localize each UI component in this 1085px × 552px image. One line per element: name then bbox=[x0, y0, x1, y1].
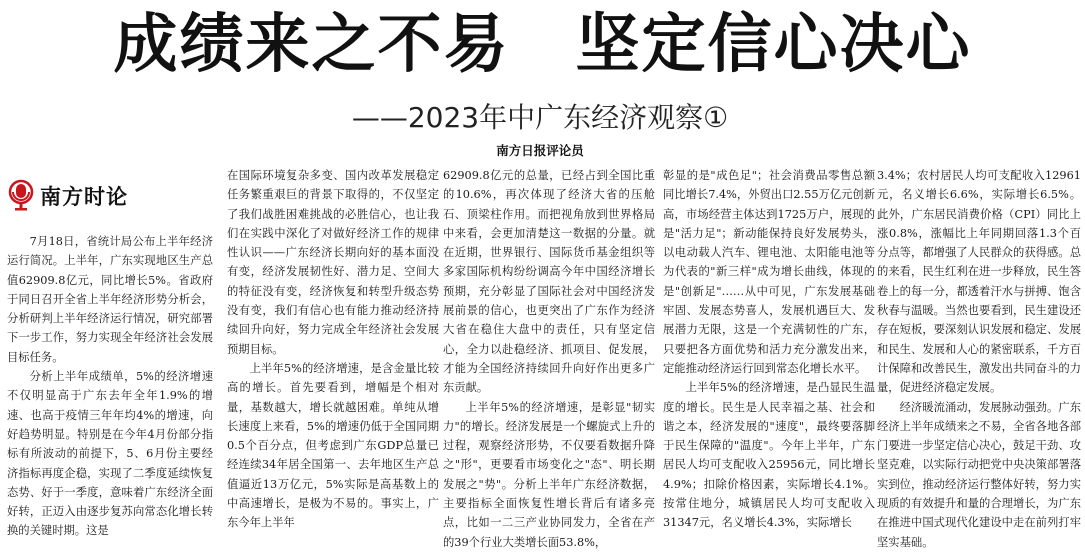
byline: 南方日报评论员 bbox=[496, 143, 584, 158]
paragraph: 上半年5%的经济增速，是含金量比较高的增长。首先要看到，增幅是个相对量，基数越大，增长就越困难。单纯从增长速度上来看，5%的增速仍低于全国同期0.5个百分点，但考虑到广东GDP总量已经连续34年居全国第一、去年地区生产总值逼近13万亿元，5%实际是高基数上的中高速增长，是极为不易的。事实上，广东今年上半年 bbox=[227, 361, 439, 530]
article-column-4 bbox=[663, 166, 876, 530]
article-column-5 bbox=[877, 166, 1081, 549]
paragraph: 经济暖流涌动，发展脉动强劲。广东经济上半年成绩来之不易，全省各地各部门要进一步坚定信心决心，鼓足干劲、攻坚克难，以实际行动把党中央决策部署落实到位，推动经济运行整体好转，努力实现质的有效提升和量的合理增长，为广东在推进中国式现代化建设中走在前列打牢坚实基础。 bbox=[877, 400, 1081, 549]
microphone-icon bbox=[6, 179, 36, 213]
headline: 成绩来之不易 坚定信心决心 bbox=[113, 8, 972, 82]
article-column-1 bbox=[7, 232, 213, 538]
column-name: 南方时论 bbox=[40, 185, 128, 209]
paragraph: 在国际环境复杂多变、国内改革发展稳定任务繁重艰巨的背景下取得的，不仅坚定了我们战胜困难挑战的必胜信心，也让我们在实践中深化了对做好经济工作的规律性认识——广东经济长期向好的基本面没有变，经济发展韧性好、潜力足、空间大的特征没有变，经济恢复和转型升级态势没有变，我们有信心也有能力推动经济持续回升向好，努力完成全年经济社会发展预期目标。 bbox=[227, 169, 439, 356]
subheadline: ——2023年中广东经济观察① bbox=[351, 101, 729, 134]
paragraph: 上半年5%的经济增速，是凸显民生温度的增长。民生是人民幸福之基、社会和谐之本，经济发展的"速度"，最终要落脚于民生保障的"温度"。今年上半年，广东居民人均可支配收入25956元，同比增长4.9%；扣除价格因素，实际增长4.1%。按常住地分，城镇居民人均可支配收入31347元，名义增长4.3%，实际增长 bbox=[663, 381, 875, 530]
paragraph: 彰显的是"成色足"；社会消费品零售总额同比增长7.4%，外贸出口2.55万亿元创新高，市场经营主体达到1725万户，展现的是"活力足"；新动能保持良好发展势头，以电动载人汽车、锂电池、太阳能电池等为代表的"新三样"成为增长曲线，体现的是"创新足"……从中可见，广东发展基础牢固、发展态势喜人，发展机遇巨大、发展潜力无限，这是一个充满韧性的广东，只要把各方面优势和活力充分激发出来，定能推动经济运行回到常态化增长水平。 bbox=[663, 169, 876, 375]
paragraph: 分析上半年成绩单，5%的经济增速不仅明显高于广东去年全年1.9%的增速、也高于疫情三年年均4%的增速，向好趋势明显。特别是在今年4月份部分指标有所波动的前提下，5、6月份主要经济指标再度企稳，实现了二季度延续恢复态势、好于一季度，意味着广东经济全面好转，正迈入由逐步复苏向常态化增长转换的关键时期。这是 bbox=[7, 370, 213, 538]
article-column-3 bbox=[443, 166, 655, 549]
paragraph: 62909.8亿元的总量，已经占到全国比重的10.6%，再次体现了经济大省的压舱石、顶梁柱作用。而把视角放到世界格局中来看，会更加清楚这一数据的分量。就在近期，世界银行、国际货币基金组织等多家国际机构纷纷调高今年中国经济增长预期，充分彰显了国际社会对中国经济发展前景的信心，也更突出了广东作为经济大省在稳住大盘中的责任，只有坚定信心，全力以赴稳经济、抓项目、促发展，才能为全国经济持续回升向好作出更多广东贡献。 bbox=[443, 169, 655, 395]
article-column-2 bbox=[227, 166, 439, 530]
column-logo bbox=[6, 178, 206, 214]
paragraph: 3.4%；农村居民人均可支配收入12961元，名义增长6.6%，实际增长6.5%。此外，广东居民消费价格（CPI）同比上涨0.8%，涨幅比上年同期回落1.3个百分点等，都增强了人民群众的获得感。总的来看，民生红利在进一步释放，民生答卷上的每一分，都透着汗水与拼搏、饱含秋春与温暖。当然也要看到，民生建设还存在短板，要深刻认识发展和稳定、发展和民生、发展和人心的紧密联系，千方百计保障和改善民生，激发出共同奋斗的力量，促进经济稳定发展。 bbox=[877, 169, 1081, 395]
paragraph: 上半年5%的经济增速，是彰显"韧实力"的增长。经济发展是一个螺旋式上升的过程，观察经济形势，不仅要看数据升降之"形"，更要看市场变化之"态"、明长期发展之"势"。分析上半年广东经济数据，主要指标全面恢复性增长背后有诸多亮点，比如一二三产业协同发力，全省在产的39个行业大类增长面53.8%， bbox=[443, 400, 655, 549]
paragraph: 7月18日，省统计局公布上半年经济运行简况。上半年，广东实现地区生产总值62909.8亿元，同比增长5%。省政府于同日召开全省上半年经济形势分析会，分析研判上半年经济运行情况，研究部署下一步工作，努力实现全年经济社会发展目标任务。 bbox=[7, 235, 213, 364]
